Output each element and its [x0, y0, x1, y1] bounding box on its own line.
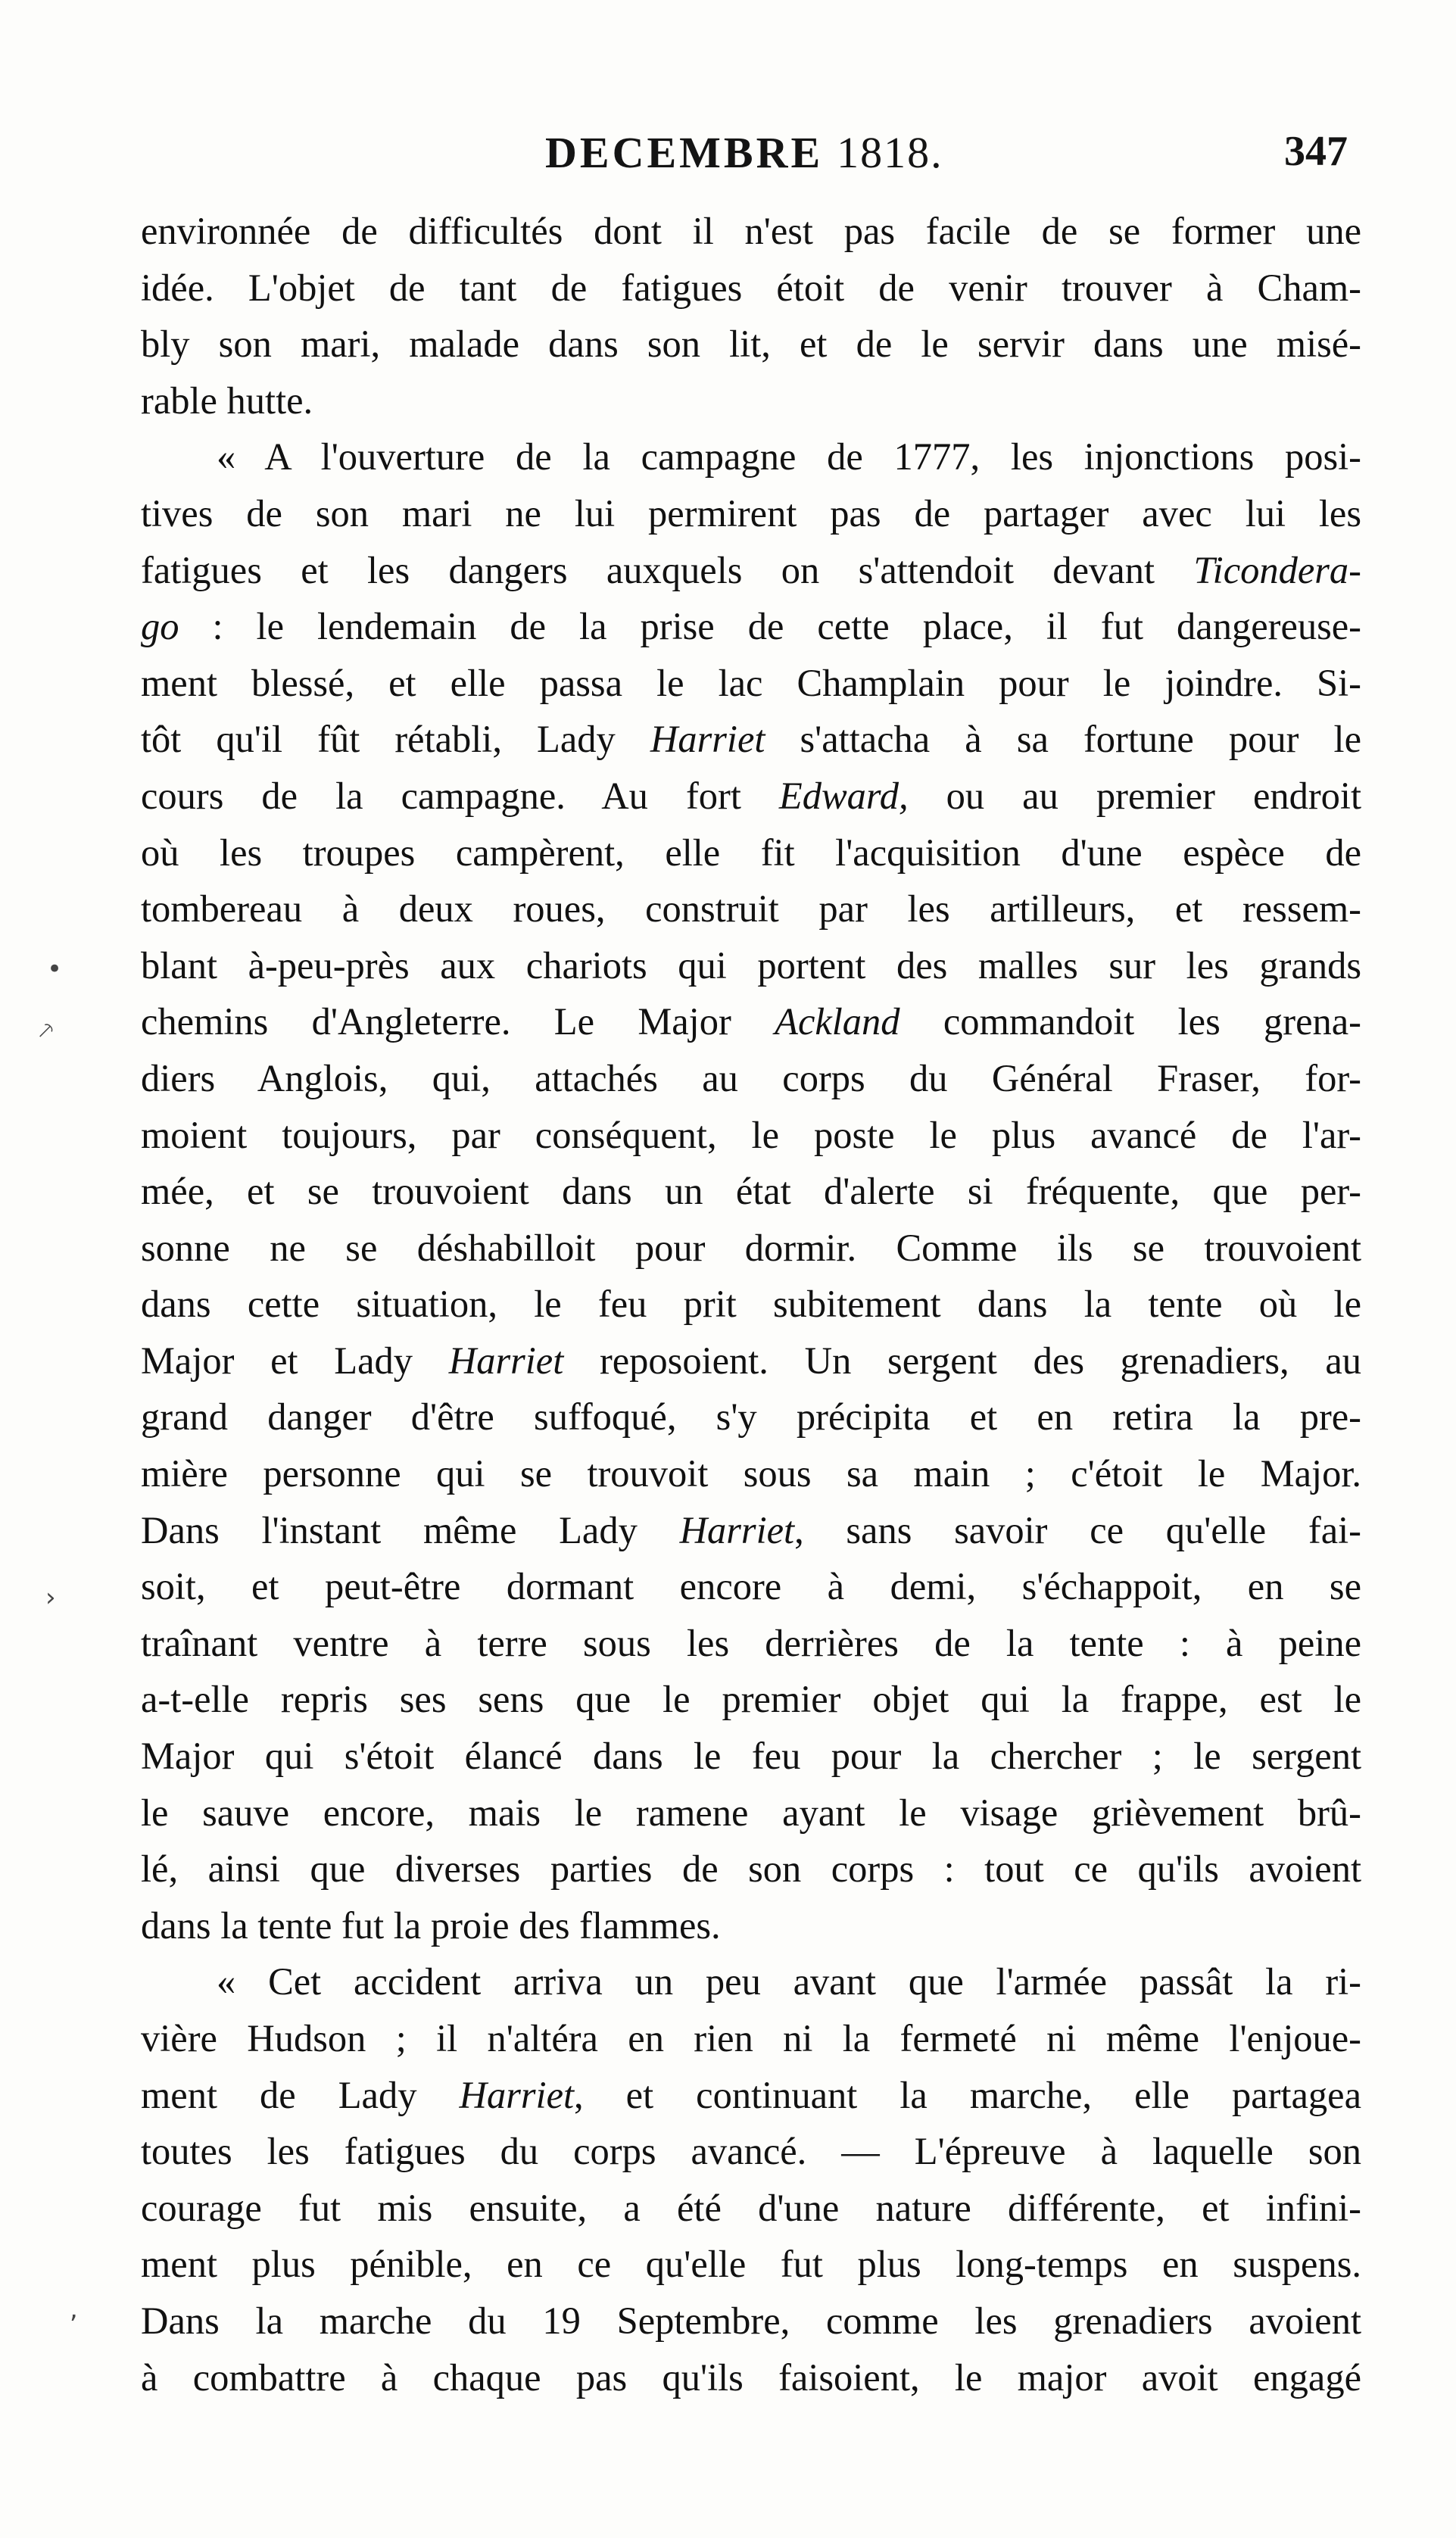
- text-line: tives de son mari ne lui permirent pas de partager avec lui les: [141, 491, 1361, 535]
- text-line: chemins d'Angleterre. Le Major Ackland commandoit les grena-: [141, 1000, 1361, 1043]
- body-text: [141, 203, 1361, 2405]
- text-line: environnée de difficultés dont il n'est pas facile de se former une: [141, 210, 1361, 252]
- text-line: tôt qu'il fût rétabli, Lady Harriet s'attacha à sa fortune pour le: [141, 718, 1361, 761]
- text-line: tombereau à deux roues, construit par les artilleurs, et ressem-: [141, 887, 1361, 931]
- text-line: ment blessé, et elle passa le lac Champlain pour le joindre. Si-: [141, 661, 1361, 704]
- text-line: ment de Lady Harriet, et continuant la marche, elle partagea: [141, 2073, 1362, 2116]
- text-line: courage fut mis ensuite, a été d'une nature différente, et infini-: [141, 2186, 1361, 2229]
- text-line: Dans la marche du 19 Septembre, comme les grenadiers avoient: [141, 2299, 1361, 2342]
- text-line: lé, ainsi que diverses parties de son corps : tout ce qu'ils avoient: [141, 1847, 1361, 1891]
- page-header: [136, 127, 1363, 188]
- text-line: dans la tente fut la proie des flammes.: [141, 1904, 721, 1947]
- text-line: traînant ventre à terre sous les derrières de la tente : à peine: [141, 1621, 1361, 1664]
- text-line: idée. L'objet de tant de fatigues étoit de venir trouver à Cham-: [141, 266, 1361, 309]
- paragraph-first-line: « A l'ouverture de la campagne de 1777, les injonctions posi-: [217, 435, 1361, 479]
- text-line: cours de la campagne. Au fort Edward, ou au premier endroit: [141, 774, 1361, 817]
- text-line: fatigues et les dangers auxquels on s'attendoit devant Ticondera-: [141, 548, 1361, 591]
- text-line: le sauve encore, mais le ramene ayant le visage grièvement brû-: [141, 1791, 1361, 1834]
- text-line: ment plus pénible, en ce qu'elle fut plus long-temps en suspens.: [141, 2243, 1361, 2286]
- text-line: à combattre à chaque pas qu'ils faisoient, le major avoit engagé: [141, 2356, 1361, 2399]
- text-line: où les troupes campèrent, elle fit l'acquisition d'une espèce de: [141, 831, 1361, 874]
- text-line: go : le lendemain de la prise de cette place, il fut dangereuse-: [141, 605, 1361, 648]
- text-line: soit, et peut-être dormant encore à demi, s'échappoit, en se: [141, 1565, 1361, 1608]
- text-line: moient toujours, par conséquent, le poste le plus avancé de l'ar-: [141, 1113, 1361, 1156]
- margin-speck: ›: [45, 1582, 56, 1613]
- text-line: grand danger d'être suffoqué, s'y précipita et en retira la pre-: [141, 1395, 1361, 1439]
- running-title: DECEMBRE: [545, 128, 824, 177]
- text-line: Dans l'instant même Lady Harriet, sans savoir ce qu'elle fai-: [141, 1508, 1362, 1551]
- text-line: toutes les fatigues du corps avancé. — L'épreuve à laquelle son: [141, 2130, 1361, 2173]
- text-line: a-t-elle repris ses sens que le premier objet qui la frappe, est le: [141, 1678, 1361, 1721]
- text-line: vière Hudson ; il n'altéra en rien ni la fermeté ni même l'enjoue-: [141, 2017, 1361, 2059]
- text-line: Major et Lady Harriet reposoient. Un sergent des grenadiers, au: [141, 1339, 1361, 1382]
- margin-speck: ⸕: [36, 1015, 56, 1045]
- text-line: bly son mari, malade dans son lit, et de le servir dans une misé-: [141, 323, 1361, 366]
- text-line: Major qui s'étoit élancé dans le feu pour la chercher ; le sergent: [141, 1735, 1361, 1778]
- page-number: 347: [1284, 128, 1348, 175]
- text-line: sonne ne se déshabilloit pour dormir. Comme ils se trouvoient: [141, 1226, 1361, 1269]
- margin-speck: ,: [70, 2294, 78, 2324]
- paragraph-first-line: « Cet accident arriva un peu avant que l'armée passât la ri-: [217, 1960, 1361, 2003]
- text-line: diers Anglois, qui, attachés au corps du Général Fraser, for-: [141, 1056, 1361, 1099]
- text-line: dans cette situation, le feu prit subitement dans la tente où le: [141, 1283, 1361, 1326]
- text-line: mée, et se trouvoient dans un état d'alerte si fréquente, que per-: [141, 1170, 1361, 1213]
- running-year: 1818.: [837, 128, 943, 177]
- text-line: rable hutte.: [141, 379, 313, 422]
- margin-speck: •: [47, 954, 63, 984]
- text-line: mière personne qui se trouvoit sous sa main ; c'étoit le Major.: [141, 1452, 1361, 1495]
- text-line: blant à-peu-près aux chariots qui portent des malles sur les grands: [141, 943, 1361, 987]
- running-head: [545, 127, 943, 178]
